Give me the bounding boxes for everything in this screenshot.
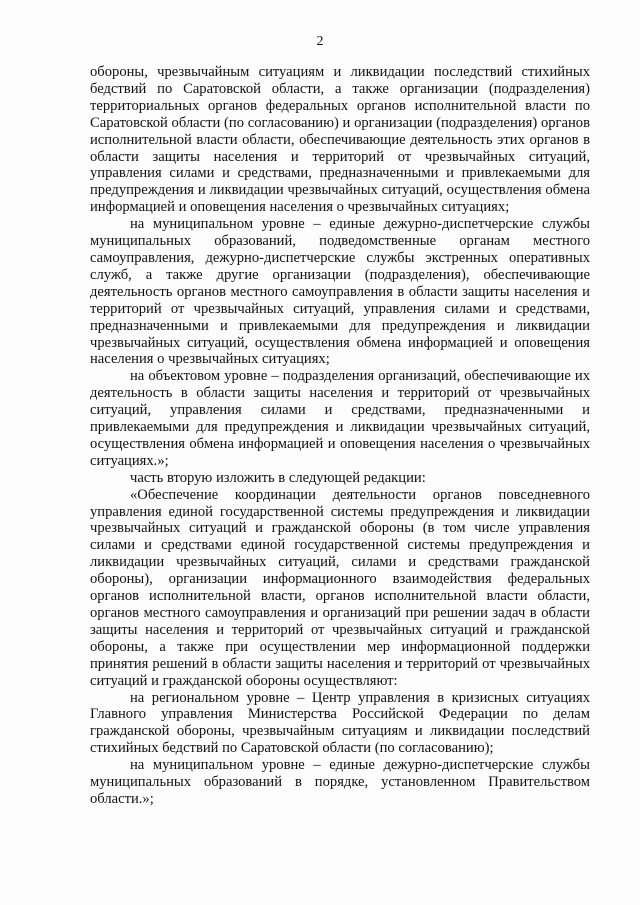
paragraph: на муниципальном уровне – единые дежурно-диспетчерские службы муниципальных образований, подведомственные органам местного самоуправления, дежурно-диспетчерские службы экстренных оперативных служб, а также другие организации (подразделения), обеспечивающие деятельность органов местного самоуправления в области защиты населения и территорий от чрезвычайных ситуаций, управления силами и средствами, предназначенными и привлекаемыми для предупреждения и ликвидации чрезвычайных ситуаций, осуществления обмена информацией и оповещения населения о чрезвычайных ситуациях; — [90, 216, 590, 368]
page-number: 2 — [316, 34, 324, 49]
document-body — [90, 64, 590, 808]
paragraph: на региональном уровне – Центр управления в кризисных ситуациях Главного управления Министерства Российской Федерации по делам гражданской обороны, чрезвычайным ситуациям и ликвидации последствий стихийных бедствий по Саратовской области (по согласованию); — [90, 689, 590, 757]
paragraph: на муниципальном уровне – единые дежурно-диспетчерские службы муниципальных образований в порядке, установленном Правительством области.»; — [90, 757, 590, 807]
paragraph: «Обеспечение координации деятельности органов повседневного управления единой государственной системы предупреждения и ликвидации чрезвычайных ситуаций и гражданской обороны (в том числе управления силами и средствами единой государственной системы предупреждения и ликвидации чрезвычайных ситуаций, силами и средствами гражданской обороны), организации информационного взаимодействия федеральных органов исполнительной власти, органов исполнительной власти области, органов местного самоуправления и организаций при решении задач в области защиты населения и территорий от чрезвычайных ситуаций и гражданской обороны, а также при осуществлении мер информационной поддержки принятия решений в области защиты населения и территорий от чрезвычайных ситуаций и гражданской обороны осуществляют: — [90, 486, 590, 689]
paragraph: на объектовом уровне – подразделения организаций, обеспечивающие их деятельность в области защиты населения и территорий от чрезвычайных ситуаций, управления силами и средствами, предназначенными и привлекаемыми для предупреждения и ликвидации чрезвычайных ситуаций, осуществления обмена информацией и оповещения населения о чрезвычайных ситуациях.»; — [90, 368, 590, 469]
paragraph: обороны, чрезвычайным ситуациям и ликвидации последствий стихийных бедствий по Саратовской области, а также организации (подразделения) территориальных органов федеральных органов исполнительной власти по Саратовской области (по согласованию) и организации (подразделения) органов исполнительной власти области, обеспечивающие деятельность этих органов в области защиты населения и территорий от чрезвычайных ситуаций, управления силами и средствами, предназначенными и привлекаемыми для предупреждения и ликвидации чрезвычайных ситуаций, осуществления обмена информацией и оповещения населения о чрезвычайных ситуациях; — [90, 64, 590, 216]
paragraph: часть вторую изложить в следующей редакции: — [130, 469, 426, 486]
